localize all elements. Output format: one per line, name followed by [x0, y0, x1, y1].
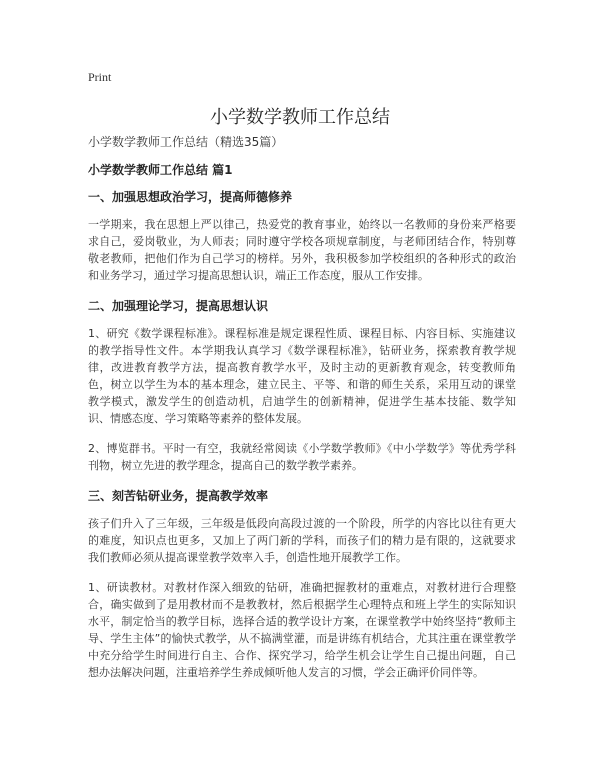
paragraph: 1、研究《数学课程标准》。课程标准是规定课程性质、课程目标、内容目标、实施建议的教学指导性文件。本学期我认真学习《数学课程标准》，钻研业务，探索教育教学规律，改进教育教学方法，提高教育教学水平，及时主动的更新教育观念，转变教师角色，树立以学生为本的基本理念，建立民主、平等、和谐的师生关系，采用互动的课堂教学模式，激发学生的创造动机，启迪学生的创新精神，促进学生基本技能、数学知识、情感态度、学习策略等素养的整体发展。 [88, 327, 516, 425]
section-heading: 一、加强思想政治学习，提高师德修养 [88, 190, 293, 204]
section-heading: 三、刻苦钻研业务，提高教学效率 [88, 489, 269, 503]
paragraph: 1、研读教材。对教材作深入细致的钻研，准确把握教材的重难点，对教材进行合理整合，确实做到了是用教材而不是教教材，然后根据学生心理特点和班上学生的实际知识水平，制定恰当的教学目标，选择合适的教学设计方案，在课堂教学中始终坚持“教师主导、学生主体”的愉快式教学，从不搞满堂灌，而是讲练有机结合，尤其注重在课堂教学中充分给学生时间进行自主、合作、探究学习，给学生机会让学生自己提出问题，自己想办法解决问题，注重培养学生养成倾听他人发言的习惯，学会正确评价同伴等。 [88, 581, 516, 679]
document-title: 小学数学教师工作总结 [210, 107, 390, 128]
paragraph: 孩子们升入了三年级，三年级是低段向高段过渡的一个阶段，所学的内容比以往有更大的难度，知识点也更多，又加上了两门新的学科，而孩子们的精力是有限的，这就要求我们教师必须从提高课堂教学效率入手，创造性地开展教学工作。 [88, 517, 516, 564]
part-title: 小学数学教师工作总结 篇1 [88, 163, 233, 177]
print-label[interactable]: Print [88, 70, 112, 84]
document-subtitle: 小学数学教师工作总结（精选35篇） [88, 135, 284, 149]
paragraph: 2、博览群书。平时一有空，我就经常阅读《小学数学教师》《中小学数学》等优秀学科刊物，树立先进的教学理念，提高自己的数学教学素养。 [88, 442, 516, 472]
paragraph: 一学期来，我在思想上严以律己，热爱党的教育事业，始终以一名教师的身份来严格要求自己，爱岗敬业，为人师表；同时遵守学校各项规章制度，与老师团结合作，特别尊敬老教师，把他们作为自己学习的榜样。另外，我积极参加学校组织的各种形式的政治和业务学习，通过学习提高思想认识，端正工作态度，服从工作安排。 [88, 218, 516, 282]
document-body [88, 133, 516, 694]
section-heading: 二、加强理论学习，提高思想认识 [88, 299, 269, 313]
